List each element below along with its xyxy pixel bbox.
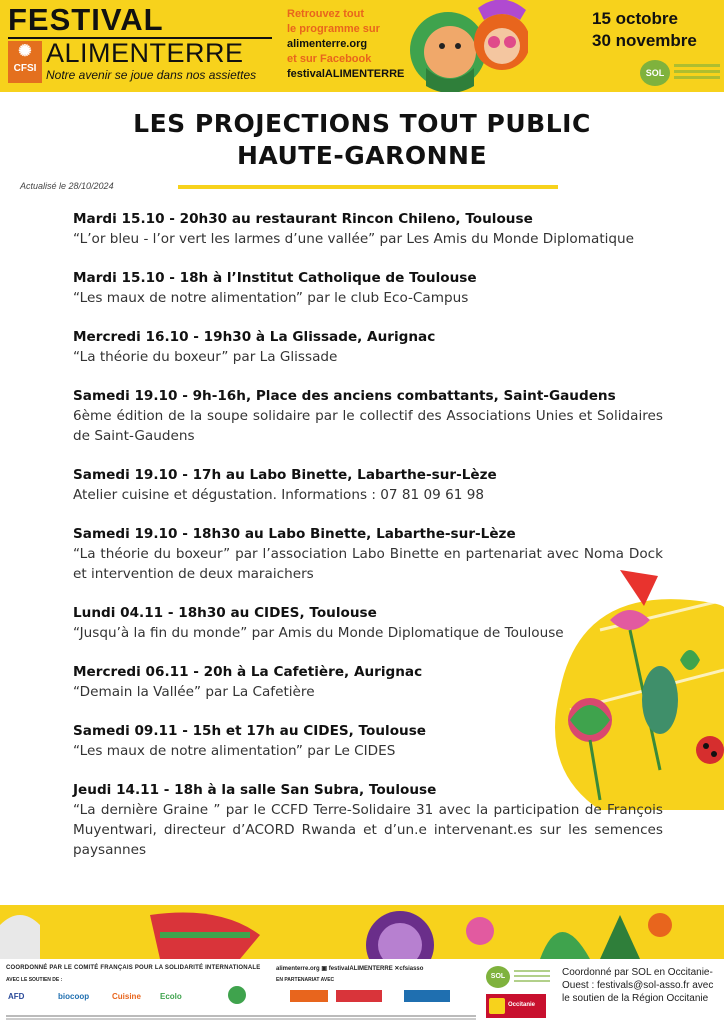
- event-description: “Jusqu’à la fin du monde” par Amis du Monde Diplomatique de Toulouse: [73, 625, 564, 641]
- promo-facebook: festivalALIMENTERRE: [287, 68, 405, 80]
- facebook-icon: ▣: [321, 966, 329, 972]
- event-date-location: Samedi 19.10 - 17h au Labo Binette, Labarthe-sur-Lèze: [73, 467, 497, 483]
- footer-partners: [0, 960, 724, 1024]
- sol-footer-subtitle: [514, 970, 550, 972]
- promo-block: [287, 7, 404, 82]
- event-date-location: Jeudi 14.11 - 18h à la salle San Subra, Toulouse: [73, 782, 437, 798]
- footer-illustration-strip: [0, 905, 724, 959]
- updated-date: Actualisé le 28/10/2024: [20, 181, 114, 191]
- promo-line-1: Retrouvez tout: [287, 8, 364, 20]
- partenariat-label: EN PARTENARIAT AVEC: [276, 977, 335, 983]
- leaf-icon: ✺: [18, 43, 32, 60]
- partner-logo-ecolo: Ecolo: [160, 992, 182, 1001]
- partner-logo-icon: [228, 986, 246, 1004]
- festival-dates: [592, 8, 697, 52]
- header-banner: [0, 0, 724, 92]
- partner-logo-icon: [404, 990, 450, 1002]
- page-title: [0, 108, 724, 172]
- occitanie-logo-text: Occitanie: [508, 1002, 536, 1008]
- soutien-label: AVEC LE SOUTIEN DE :: [6, 977, 63, 983]
- sol-footer-logo: SOL: [486, 966, 510, 988]
- event-date-location: Samedi 09.11 - 15h et 17h au CIDES, Toulouse: [73, 723, 427, 739]
- date-end: 30 novembre: [592, 31, 697, 50]
- event-item: [73, 524, 663, 584]
- footer-social-links: [276, 965, 423, 972]
- footer-fine-print: [6, 1015, 476, 1017]
- event-description: 6ème édition de la soupe solidaire par le collectif des Associations Unies et Solidaires de Saint-Gaudens: [73, 408, 663, 444]
- sol-coordination-text: Coordonné par SOL en Occitanie-Ouest : festivals@sol-asso.fr avec le soutien de la Région Occitanie: [562, 967, 714, 1004]
- page-title-line-1: LES PROJECTIONS TOUT PUBLIC: [133, 109, 591, 138]
- date-start: 15 octobre: [592, 9, 678, 28]
- event-description: “Les maux de notre alimentation” par le club Eco-Campus: [73, 290, 469, 306]
- occitanie-logo: [486, 994, 546, 1018]
- partner-logo-afd: AFD: [8, 992, 25, 1001]
- sol-logo-subtitle: [674, 64, 720, 67]
- event-item: [73, 386, 663, 446]
- event-date-location: Lundi 04.11 - 18h30 au CIDES, Toulouse: [73, 605, 377, 621]
- event-item: [73, 465, 663, 505]
- title-underline: [178, 185, 558, 189]
- cfsi-logo-text: CFSI: [13, 63, 37, 74]
- event-description: “La dernière Graine ” par le CCFD Terre-Solidaire 31 avec la participation de François Muyentwari, directeur d’ACORD Rwanda et d’un.e intervenant.es sur les semences paysannes: [73, 802, 663, 858]
- event-description: “La théorie du boxeur” par l’association Labo Binette en partenariat avec Noma Dock et intervention de deux maraichers: [73, 546, 663, 582]
- promo-site: alimenterre.org: [287, 38, 368, 50]
- event-description: Atelier cuisine et dégustation. Informations : 07 81 09 61 98: [73, 487, 485, 503]
- illustration-faces: [408, 0, 528, 92]
- event-item: [73, 721, 663, 761]
- event-date-location: Mardi 15.10 - 18h à l’Institut Catholique de Toulouse: [73, 270, 477, 286]
- event-item: [73, 662, 663, 702]
- logo-festival-text: FESTIVAL: [8, 2, 164, 37]
- footer-website: alimenterre.org: [276, 966, 320, 972]
- event-date-location: Samedi 19.10 - 9h-16h, Place des anciens combattants, Saint-Gaudens: [73, 388, 616, 404]
- footer-x-handle: cfsiasso: [399, 966, 424, 972]
- promo-line-3: et sur Facebook: [287, 53, 372, 65]
- event-date-location: Mardi 15.10 - 20h30 au restaurant Rincon Chileno, Toulouse: [73, 211, 533, 227]
- event-description: “La théorie du boxeur” par La Glissade: [73, 349, 338, 365]
- cfsi-coordination-label: COORDONNÉ PAR LE COMITÉ FRANÇAIS POUR LA SOLIDARITÉ INTERNATIONALE: [6, 965, 261, 971]
- events-list: [73, 209, 663, 879]
- event-date-location: Mercredi 06.11 - 20h à La Cafetière, Aurignac: [73, 664, 423, 680]
- partner-logo-biocoop: biocoop: [58, 992, 90, 1001]
- event-date-location: Mercredi 16.10 - 19h30 à La Glissade, Aurignac: [73, 329, 436, 345]
- partner-logo-cuisine: Cuisine: [112, 992, 141, 1001]
- festival-tagline: Notre avenir se joue dans nos assiettes: [46, 68, 257, 82]
- x-icon: ✕: [394, 966, 400, 972]
- promo-line-2: le programme sur: [287, 23, 380, 35]
- event-date-location: Samedi 19.10 - 18h30 au Labo Binette, Labarthe-sur-Lèze: [73, 526, 516, 542]
- partner-logo-icon: [290, 990, 328, 1002]
- cfsi-logo: [8, 41, 42, 83]
- sol-logo: SOL: [640, 60, 670, 86]
- event-item: [73, 603, 663, 643]
- event-description: “L’or bleu - l’or vert les larmes d’une vallée” par Les Amis du Monde Diplomatique: [73, 231, 635, 247]
- footer-facebook: festivalALIMENTERRE: [328, 966, 393, 972]
- event-description: “Demain la Vallée” par La Cafetière: [73, 684, 315, 700]
- page-title-line-2: HAUTE-GARONNE: [236, 141, 488, 170]
- occitanie-cross-icon: [489, 998, 505, 1014]
- event-item: [73, 209, 663, 249]
- event-item: [73, 268, 663, 308]
- event-item: [73, 327, 663, 367]
- logo-alimenterre-text: ALIMENTERRE: [46, 38, 244, 68]
- event-item: [73, 780, 663, 860]
- partner-logo-icon: [336, 990, 382, 1002]
- event-description: “Les maux de notre alimentation” par Le CIDES: [73, 743, 396, 759]
